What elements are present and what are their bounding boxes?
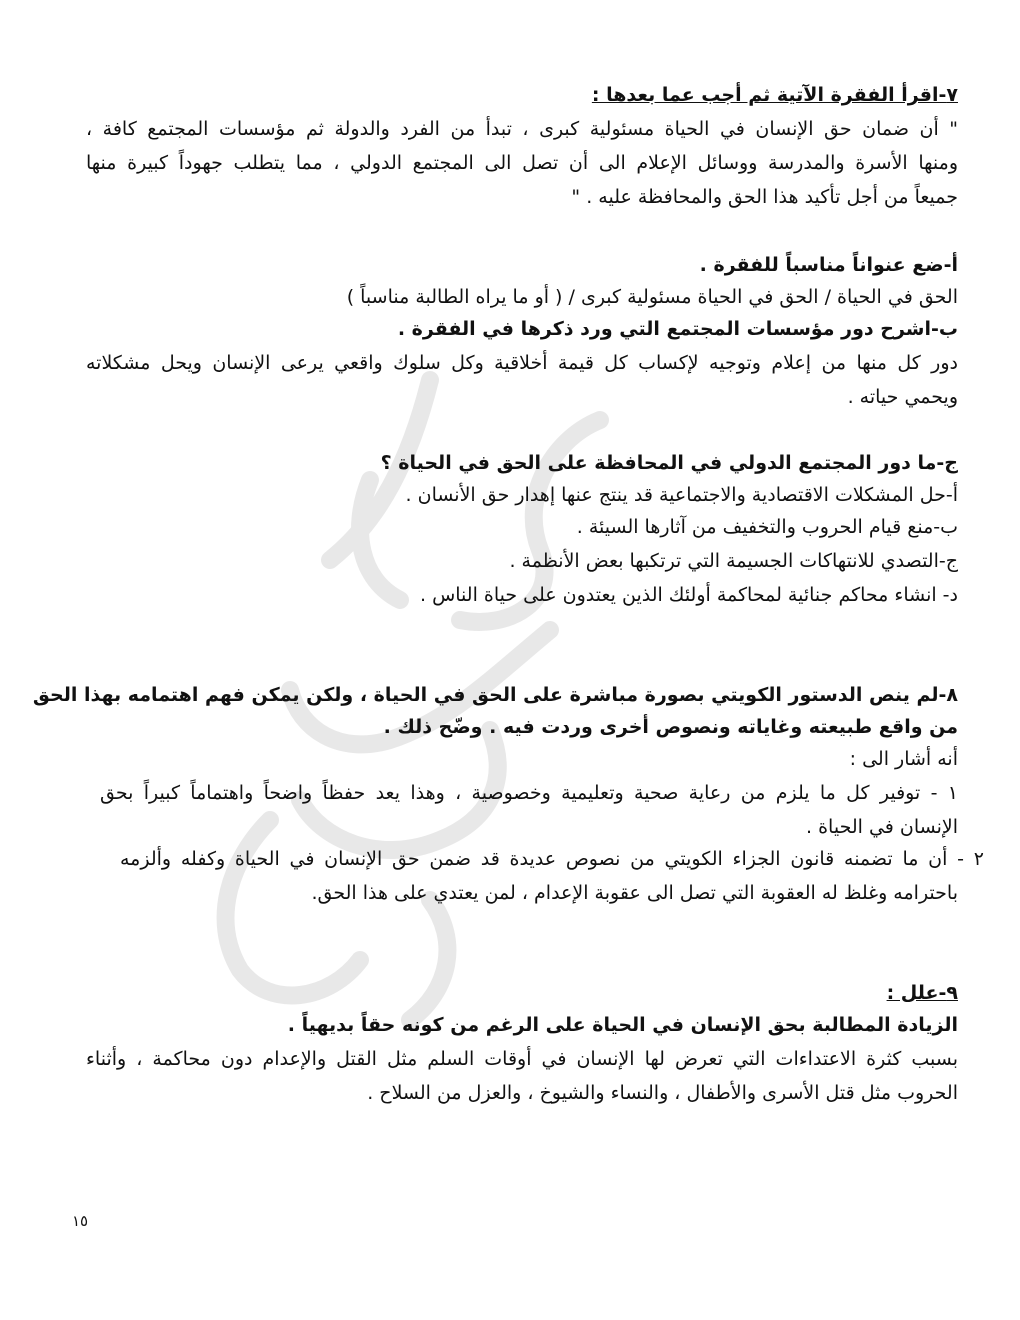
q7-c-question: ج-ما دور المجتمع الدولي في المحافظة على الحق في الحياة ؟ — [380, 452, 958, 474]
q7-heading: ٧-اقرأ الفقرة الآتية ثم أجب عما بعدها : — [591, 84, 958, 106]
q7-a-answer: الحق في الحياة / الحق في الحياة مسئولية كبرى / ( أو ما يراه الطالبة مناسباً ) — [346, 286, 958, 308]
q7-passage-line-2: ومنها الأسرة والمدرسة ووسائل الإعلام الى أن تصل الى المجتمع الدولي ، مما يتطلب جهوداً كبيرة منها — [86, 152, 958, 174]
q9-statement: الزيادة المطالبة بحق الإنسان في الحياة على الرغم من كونه حقاً بديهياً . — [287, 1014, 958, 1036]
q7-b-answer-line-2: ويحمي حياته . — [847, 386, 958, 408]
q8-point-2-line-1: ٢ - أن ما تضمنه قانون الجزاء الكويتي من نصوص عديدة قد ضمن حق الإنسان في الحياة وكفله وألزمه — [120, 848, 984, 870]
q7-passage-line-3: جميعاً من أجل تأكيد هذا الحق والمحافظة عليه . " — [571, 186, 958, 208]
q7-b-question: ب-اشرح دور مؤسسات المجتمع التي ورد ذكرها في الفقرة . — [397, 318, 958, 340]
q7-c-answer-4: د- انشاء محاكم جنائية لمحاكمة أولئك الذين يعتدون على حياة الناس . — [419, 584, 958, 606]
q8-point-2-line-2: باحترامه وغلظ له العقوبة التي تصل الى عقوبة الإعدام ، لمن يعتدي على هذا الحق. — [311, 882, 958, 904]
q8-question-line-1: ٨-لم ينص الدستور الكويتي بصورة مباشرة على الحق في الحياة ، ولكن يمكن فهم اهتمامه بهذا الحق — [32, 684, 958, 706]
q9-answer-line-1: بسبب كثرة الاعتداءات التي تعرض لها الإنسان في أوقات السلم مثل القتل والإعدام دون محاكمة ، وأثناء — [86, 1048, 958, 1070]
q9-answer-line-2: الحروب مثل قتل الأسرى والأطفال ، والنساء والشيوخ ، والعزل من السلاح . — [367, 1082, 958, 1104]
q8-point-1-line-2: الإنسان في الحياة . — [806, 816, 958, 838]
q7-passage-line-1: " أن ضمان حق الإنسان في الحياة مسئولية كبرى ، تبدأ من الفرد والدولة ثم مؤسسات المجتمع كافة ، — [86, 118, 958, 140]
q9-heading: ٩-علل : — [886, 982, 958, 1004]
q7-b-answer-line-1: دور كل منها من إعلام وتوجيه لإكساب كل قيمة أخلاقية وكل سلوك واقعي يرعى الإنسان ويحل مشكلاته — [86, 352, 958, 374]
q7-c-answer-2: ب-منع قيام الحروب والتخفيف من آثارها السيئة . — [576, 516, 958, 538]
q8-point-1-line-1: ١ - توفير كل ما يلزم من رعاية صحية وتعليمية وخصوصية ، وهذا يعد حفظاً واضحاً واهتماماً كبيراً بحق — [100, 782, 958, 804]
q7-c-answer-3: ج-التصدي للانتهاكات الجسيمة التي ترتكبها بعض الأنظمة . — [509, 550, 958, 572]
q7-c-answer-1: أ-حل المشكلات الاقتصادية والاجتماعية قد ينتج عنها إهدار حق الأنسان . — [405, 484, 958, 506]
q8-intro: أنه أشار الى : — [849, 748, 958, 770]
q8-question-line-2: من واقع طبيعته وغاياته ونصوص أخرى وردت فيه . وضّح ذلك . — [383, 716, 958, 738]
page-number: ١٥ — [72, 1212, 89, 1230]
q7-a-question: أ-ضع عنواناً مناسباً للفقرة . — [699, 254, 958, 276]
